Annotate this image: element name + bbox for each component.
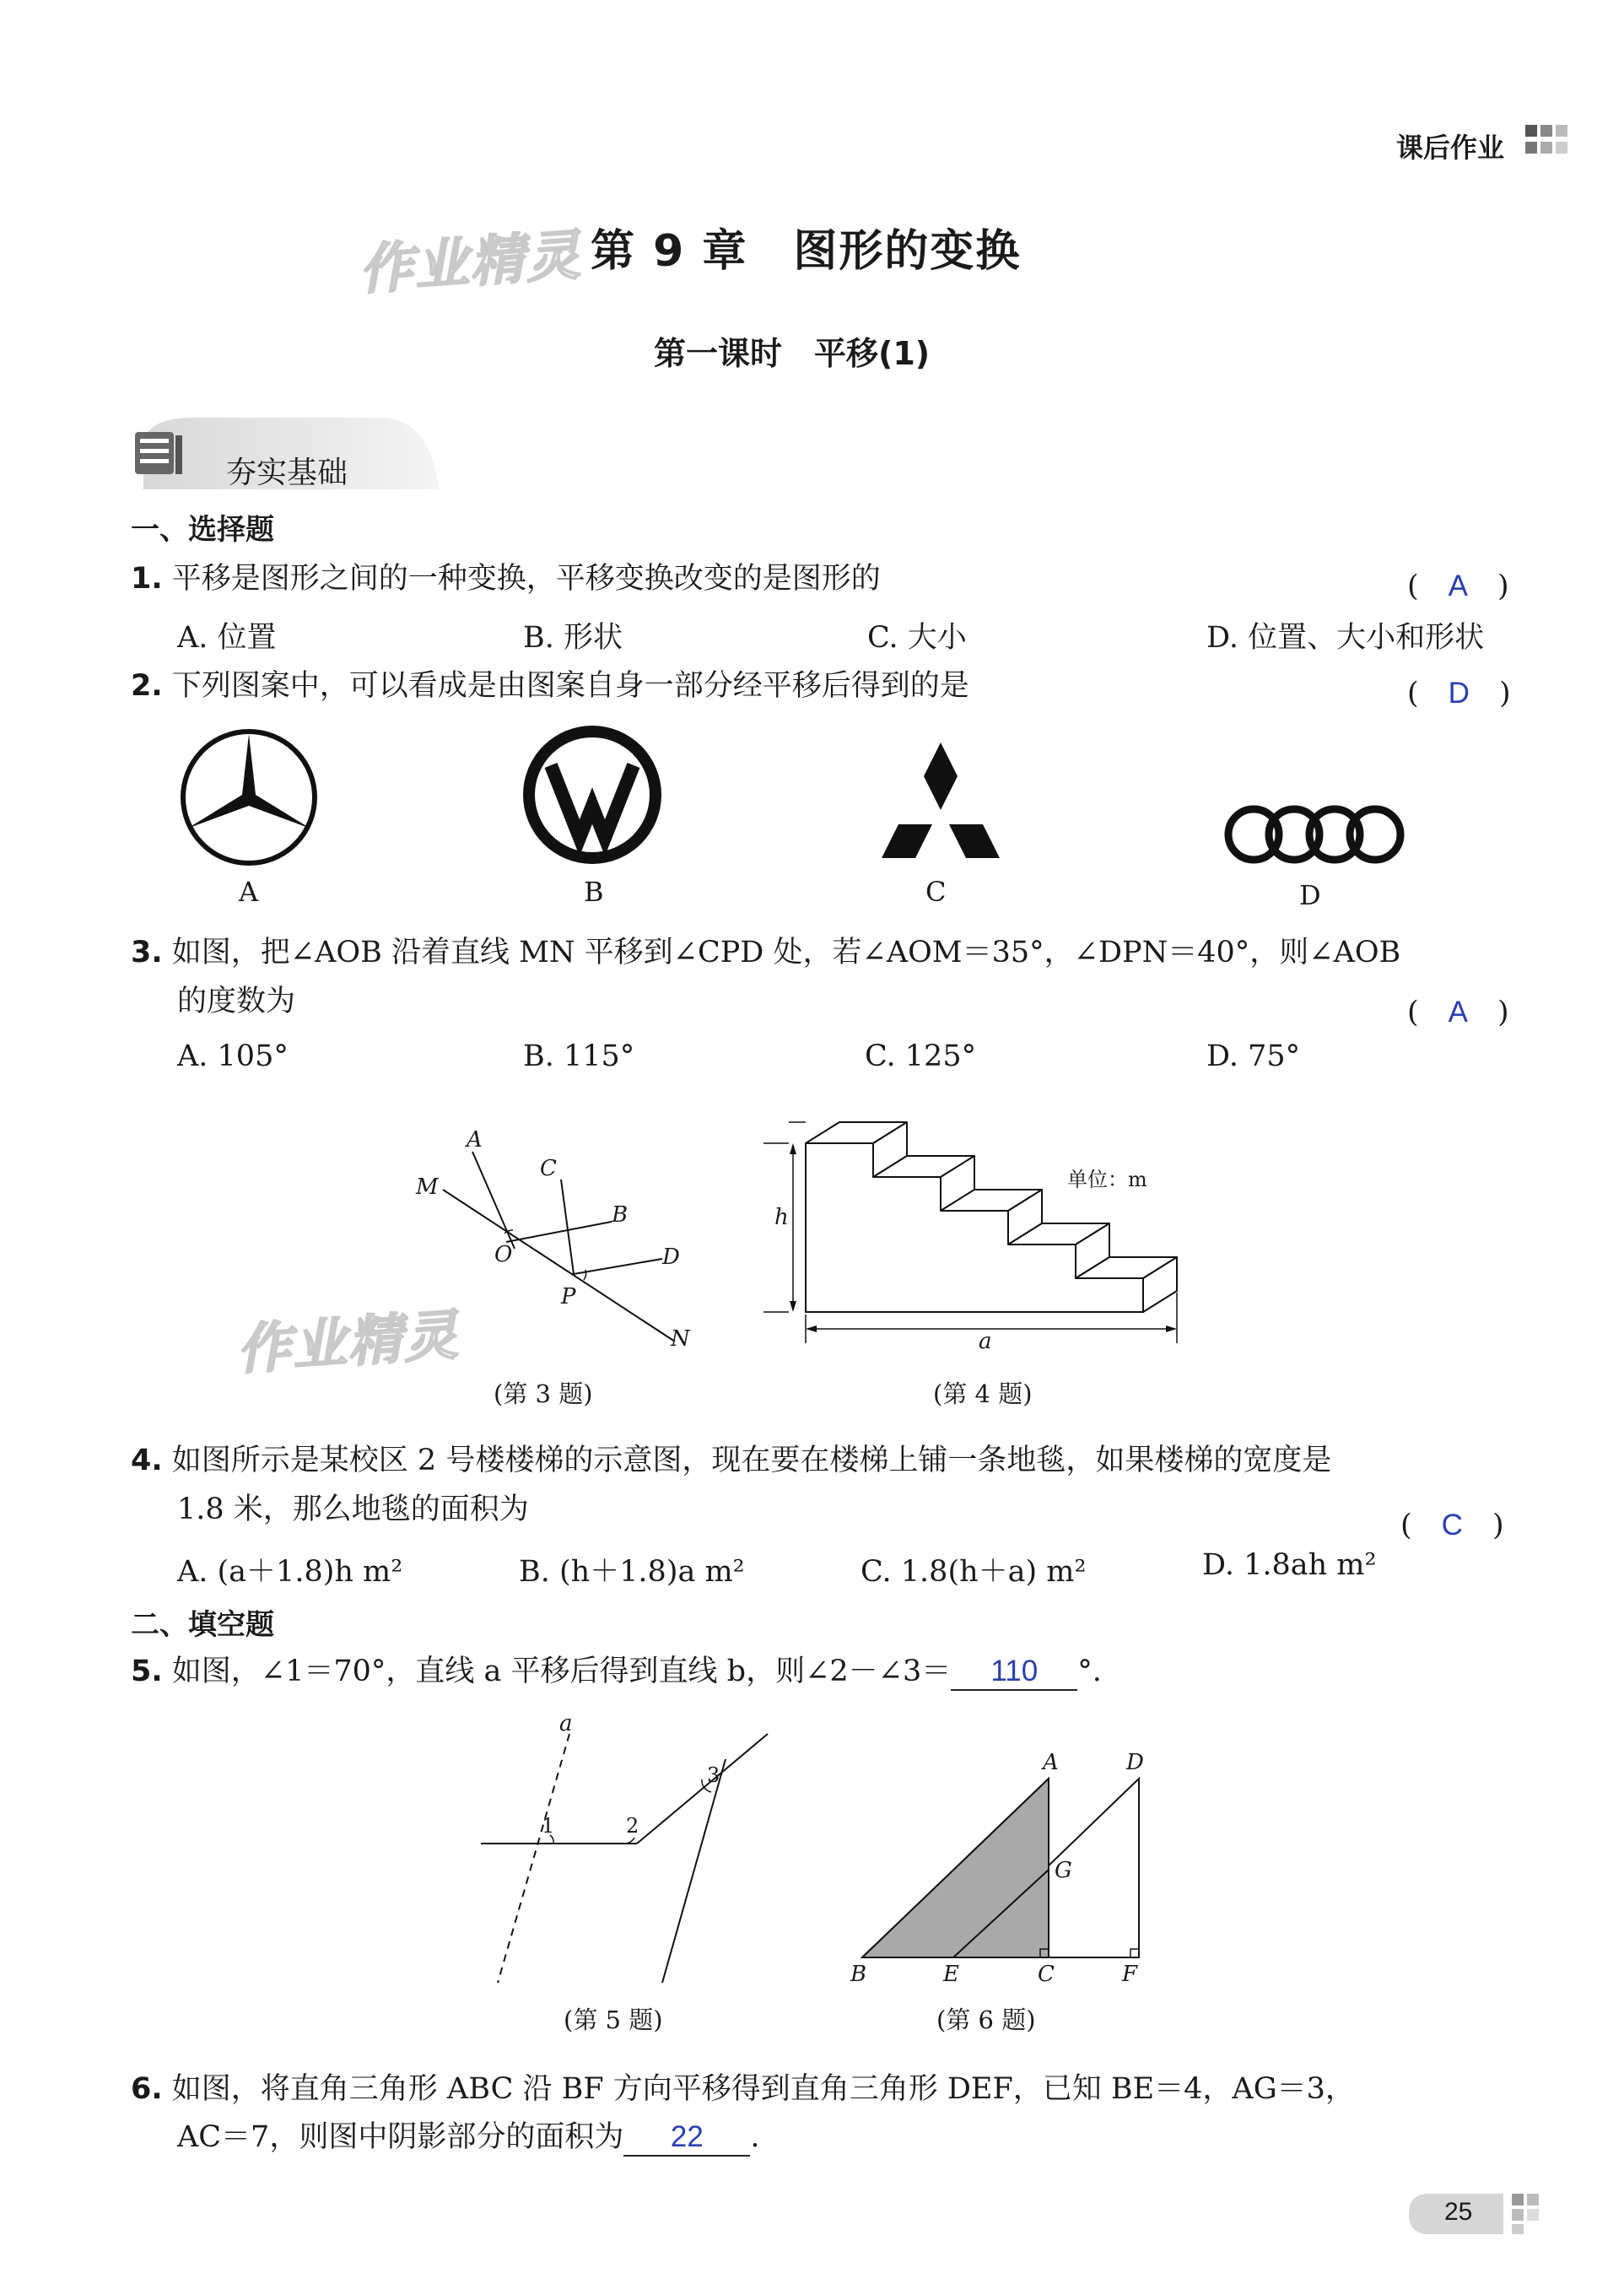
banner-title: 夯实基础	[226, 456, 348, 490]
question-1: 1. 平移是图形之间的一种变换，平移变换改变的是图形的	[131, 562, 881, 596]
figure-4-staircase	[755, 1105, 1227, 1350]
q6-answer-blank: 22	[623, 2119, 750, 2157]
header-decoration	[1525, 125, 1573, 159]
q2-label-b: B	[584, 876, 604, 908]
fig3-label-n: N	[671, 1326, 690, 1352]
question-3-line1: 3. 如图，把∠AOB 沿着直线 MN 平移到∠CPD 处，若∠AOM＝35°，∠DPN＝40°，则∠AOB	[131, 936, 1401, 969]
q4-option-d: D. 1.8ah m²	[1202, 1548, 1377, 1582]
fig5-label-a: a	[559, 1711, 573, 1736]
fig5-label-3: 3	[707, 1763, 720, 1787]
fig6-label-e: E	[943, 1962, 959, 1987]
fig5-label-1: 1	[542, 1814, 555, 1838]
answer-1: ( A )	[1407, 570, 1509, 603]
watermark: 作业精灵	[235, 1304, 461, 1383]
q1-option-c: C. 大小	[867, 621, 967, 655]
question-2: 2. 下列图案中，可以看成是由图案自身一部分经平移后得到的是	[131, 669, 969, 703]
fig4-label-a: a	[979, 1329, 992, 1354]
answer-4: ( C )	[1400, 1509, 1504, 1542]
fig3-label-m: M	[416, 1174, 439, 1200]
logo-c-three-diamonds	[865, 734, 1017, 869]
q3-option-d: D. 75°	[1206, 1039, 1301, 1073]
fig6-label-c: C	[1038, 1962, 1055, 1987]
page-number-tab	[1409, 2190, 1578, 2238]
fig6-label-b: B	[850, 1962, 867, 1987]
q4-option-b: B. (h＋1.8)a m²	[519, 1555, 745, 1589]
logo-a-three-point-star	[177, 726, 321, 869]
question-6-line1: 6. 如图，将直角三角形 ABC 沿 BF 方向平移得到直角三角形 DEF，已知 BE＝4，AG＝3，	[131, 2072, 1355, 2106]
fig6-label-d: D	[1126, 1750, 1144, 1775]
q1-option-d: D. 位置、大小和形状	[1206, 621, 1485, 655]
fig5-caption: (第 5 题)	[564, 2006, 663, 2034]
page-number: 25	[1444, 2198, 1473, 2226]
fig3-caption: (第 3 题)	[494, 1379, 593, 1408]
fig3-label-b: B	[612, 1202, 629, 1228]
logo-b-vw	[519, 721, 666, 869]
answer-3: ( A )	[1407, 996, 1509, 1029]
q1-option-a: A. 位置	[177, 621, 277, 655]
fig4-label-h: h	[774, 1205, 789, 1230]
fig4-unit: 单位：m	[1067, 1168, 1147, 1191]
section-fill-title: 二、填空题	[131, 1608, 274, 1642]
q2-label-d: D	[1299, 879, 1321, 911]
q5-answer-blank: 110	[951, 1654, 1077, 1691]
header-label: 课后作业	[1396, 132, 1505, 164]
q2-label-c: C	[925, 876, 947, 908]
fig6-caption: (第 6 题)	[936, 2006, 1036, 2034]
logo-d-four-rings	[1222, 797, 1407, 873]
question-5: 5. 如图，∠1＝70°，直线 a 平移后得到直线 b，则∠2－∠3＝ 110 °.	[131, 1654, 1102, 1691]
fig6-label-g: G	[1055, 1858, 1072, 1883]
question-3-line2: 的度数为	[177, 985, 296, 1018]
q4-option-a: A. (a＋1.8)h m²	[177, 1555, 403, 1589]
q3-option-a: A. 105°	[177, 1039, 289, 1073]
fig3-label-c: C	[540, 1156, 557, 1181]
q2-label-a: A	[239, 876, 259, 908]
question-6-line2: AC＝7，则图中阴影部分的面积为 22 .	[177, 2119, 759, 2157]
fig3-label-p: P	[561, 1284, 576, 1309]
fig5-label-2: 2	[626, 1814, 639, 1838]
question-4-line1: 4. 如图所示是某校区 2 号楼楼梯的示意图，现在要在楼梯上铺一条地毯，如果楼梯的宽度是	[131, 1444, 1332, 1477]
q3-option-b: B. 115°	[523, 1039, 635, 1073]
answer-2: ( D )	[1407, 677, 1511, 710]
q4-option-c: C. 1.8(h＋a) m²	[861, 1555, 1087, 1589]
question-4-line2: 1.8 米，那么地毯的面积为	[177, 1493, 529, 1526]
section-choice-title: 一、选择题	[131, 513, 274, 547]
fig3-label-a: A	[467, 1127, 483, 1153]
fig4-caption: (第 4 题)	[933, 1379, 1033, 1408]
fig3-label-d: D	[662, 1244, 680, 1270]
figure-6-diagram	[844, 1755, 1164, 1983]
q3-option-c: C. 125°	[865, 1039, 977, 1073]
figure-5-diagram	[472, 1713, 785, 1991]
lesson-title: 第一课时 平移(1)	[654, 335, 931, 372]
watermark: 作业精灵	[357, 224, 584, 303]
fig3-label-o: O	[494, 1242, 513, 1267]
q1-option-b: B. 形状	[523, 621, 623, 655]
chapter-title: 第 9 章 图形的变换	[591, 226, 1022, 277]
fig6-label-f: F	[1122, 1962, 1138, 1987]
fig6-label-a: A	[1043, 1750, 1059, 1775]
